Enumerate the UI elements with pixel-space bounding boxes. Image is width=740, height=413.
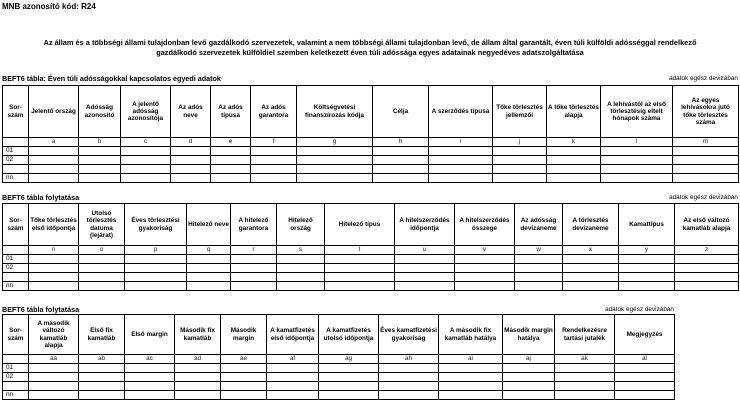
table-cell[interactable]	[395, 273, 455, 282]
table-cell[interactable]	[601, 174, 673, 183]
table-cell[interactable]	[171, 156, 211, 165]
col-header: Sor- szám	[3, 315, 29, 355]
table-cell[interactable]	[503, 382, 555, 391]
table-cell[interactable]	[515, 273, 563, 282]
table-cell[interactable]	[555, 382, 615, 391]
table-cell[interactable]	[615, 364, 675, 373]
col-header: Az adós típusa	[211, 86, 251, 138]
table-cell[interactable]	[555, 364, 615, 373]
col-letter: r	[231, 246, 277, 255]
col-letter: l	[601, 138, 673, 147]
table-cell[interactable]	[29, 364, 79, 373]
table-cell[interactable]	[125, 282, 187, 291]
table-cell[interactable]	[673, 165, 739, 174]
table-cell[interactable]	[493, 147, 547, 156]
table-cell[interactable]	[125, 273, 187, 282]
col-letter: ai	[439, 355, 503, 364]
table-cell[interactable]	[429, 174, 493, 183]
table-cell[interactable]	[297, 174, 373, 183]
table-cell[interactable]	[79, 364, 125, 373]
table-cell[interactable]	[79, 156, 121, 165]
table-cell[interactable]	[29, 264, 79, 273]
table-cell[interactable]	[29, 373, 79, 382]
data-table-1	[2, 85, 739, 183]
table-cell[interactable]	[221, 364, 267, 373]
table-cell[interactable]	[231, 255, 277, 264]
header-row	[3, 315, 675, 355]
table-cell[interactable]	[29, 174, 79, 183]
col-letter: ae	[221, 355, 267, 364]
table-cell[interactable]	[325, 273, 395, 282]
table-cell[interactable]	[29, 273, 79, 282]
table-cell[interactable]	[29, 255, 79, 264]
table-cell[interactable]	[121, 156, 171, 165]
col-header: Rendelkezésre tartási jutalék	[555, 315, 615, 355]
table-cell[interactable]	[171, 165, 211, 174]
col-letter: g	[297, 138, 373, 147]
table-cell[interactable]	[79, 373, 125, 382]
table-cell[interactable]	[319, 391, 379, 400]
table-cell[interactable]	[29, 156, 79, 165]
table-cell[interactable]	[429, 147, 493, 156]
table-cell[interactable]	[297, 156, 373, 165]
table-row	[3, 391, 675, 400]
col-header: Sor- szám	[3, 204, 29, 246]
table-cell[interactable]	[379, 382, 439, 391]
letter-row	[3, 138, 739, 147]
table-cell[interactable]	[29, 391, 79, 400]
table-cell[interactable]	[373, 174, 429, 183]
table-cell[interactable]	[675, 273, 739, 282]
page-title	[20, 38, 720, 58]
section-title: BEFT6 tábla folytatása	[2, 305, 80, 314]
unit-note: adatok egész devizában	[669, 75, 738, 82]
col-letter: j	[493, 138, 547, 147]
table-cell[interactable]	[515, 264, 563, 273]
table-cell[interactable]	[79, 165, 121, 174]
table-cell[interactable]	[379, 364, 439, 373]
table-cell[interactable]	[615, 382, 675, 391]
table-row	[3, 255, 739, 264]
table-cell[interactable]	[79, 255, 125, 264]
row-number: nn	[3, 174, 29, 183]
letter-row	[3, 355, 675, 364]
table-cell[interactable]	[515, 282, 563, 291]
table-cell[interactable]	[187, 282, 231, 291]
col-header: Az adós neve	[171, 86, 211, 138]
table-cell[interactable]	[29, 165, 79, 174]
col-letter: af	[267, 355, 319, 364]
table-cell[interactable]	[29, 382, 79, 391]
col-header: Adósság azonosító	[79, 86, 121, 138]
row-number	[3, 165, 29, 174]
col-letter: z	[675, 246, 739, 255]
col-letter: s	[277, 246, 325, 255]
unit-note: adatok egész devizában	[605, 306, 674, 313]
table-cell[interactable]	[373, 156, 429, 165]
table-row	[3, 382, 675, 391]
table-cell[interactable]	[429, 156, 493, 165]
col-header: Hitelező ország	[277, 204, 325, 246]
table-cell[interactable]	[251, 147, 297, 156]
table-cell[interactable]	[121, 165, 171, 174]
table-row	[3, 373, 675, 382]
col-header: Első fix kamatláb	[79, 315, 125, 355]
col-header: A törlesztés devizaneme	[563, 204, 619, 246]
table-cell[interactable]	[121, 174, 171, 183]
col-header: Megjegyzés	[615, 315, 675, 355]
header-row	[3, 86, 739, 138]
table-cell[interactable]	[493, 156, 547, 165]
col-header: Sor- szám	[3, 86, 29, 138]
table-cell[interactable]	[547, 174, 601, 183]
col-letter	[3, 138, 29, 147]
table-cell[interactable]	[455, 255, 515, 264]
table-cell[interactable]	[601, 165, 673, 174]
col-letter: d	[171, 138, 211, 147]
table-cell[interactable]	[319, 382, 379, 391]
form-code: MNB azonosító kód: R24	[2, 2, 96, 11]
table-cell[interactable]	[563, 282, 619, 291]
col-letter: v	[455, 246, 515, 255]
table-cell[interactable]	[615, 391, 675, 400]
col-header: Az adós garantora	[251, 86, 297, 138]
header-row	[3, 204, 739, 246]
col-letter: o	[79, 246, 125, 255]
table-cell[interactable]	[619, 255, 675, 264]
col-header: Az első változó kamatláb alapja	[675, 204, 739, 246]
letter-row	[3, 246, 739, 255]
row-number	[3, 382, 29, 391]
table-cell[interactable]	[125, 255, 187, 264]
col-header: Második margin	[221, 315, 267, 355]
table-row	[3, 364, 675, 373]
table-cell[interactable]	[395, 282, 455, 291]
table-cell[interactable]	[121, 147, 171, 156]
col-header: A második fix kamatláb hatálya	[439, 315, 503, 355]
unit-note: adatok egész devizában	[669, 194, 738, 201]
col-header: Utolsó törlesztés datuma (lejárat)	[79, 204, 125, 246]
col-header: Hitelező típus	[325, 204, 395, 246]
col-letter: w	[515, 246, 563, 255]
table-cell[interactable]	[211, 174, 251, 183]
row-number	[3, 273, 29, 282]
table-cell[interactable]	[29, 282, 79, 291]
col-header: A hitelszerződés összege	[455, 204, 515, 246]
col-letter	[3, 355, 29, 364]
table-cell[interactable]	[615, 373, 675, 382]
col-letter: aj	[503, 355, 555, 364]
table-cell[interactable]	[547, 156, 601, 165]
col-header: A hitelező garantora	[231, 204, 277, 246]
table-cell[interactable]	[379, 373, 439, 382]
table-cell[interactable]	[79, 273, 125, 282]
row-number: nn	[3, 282, 29, 291]
table-cell[interactable]	[187, 255, 231, 264]
col-header: Tőke törlesztés első időpontja	[29, 204, 79, 246]
table-cell[interactable]	[79, 174, 121, 183]
table-cell[interactable]	[547, 165, 601, 174]
col-header: Hitelező neve	[187, 204, 231, 246]
col-header: Az egyes lehívásokra jutó tőke törlesztés száma	[673, 86, 739, 138]
col-header: A lehívástól az első törlesztésig eltelt hónapok száma	[601, 86, 673, 138]
row-number: 02	[3, 156, 29, 165]
col-header: Első margin	[125, 315, 175, 355]
col-header: A hitelszerződés időpontja	[395, 204, 455, 246]
col-header: Második fix kamatláb	[175, 315, 221, 355]
table-cell[interactable]	[429, 165, 493, 174]
col-letter: ac	[125, 355, 175, 364]
table-cell[interactable]	[455, 264, 515, 273]
table-cell[interactable]	[555, 373, 615, 382]
table-cell[interactable]	[439, 382, 503, 391]
table-cell[interactable]	[619, 264, 675, 273]
table-cell[interactable]	[187, 264, 231, 273]
col-header: A kamatfizetés utolsó időpontja	[319, 315, 379, 355]
col-letter: u	[395, 246, 455, 255]
col-header: Jelentő ország	[29, 86, 79, 138]
table-cell[interactable]	[221, 373, 267, 382]
table-row	[3, 264, 739, 273]
row-number: 01	[3, 255, 29, 264]
table-cell[interactable]	[673, 147, 739, 156]
table-cell[interactable]	[563, 273, 619, 282]
table-cell[interactable]	[563, 264, 619, 273]
table-cell[interactable]	[601, 147, 673, 156]
col-header: A szerződés típusa	[429, 86, 493, 138]
table-cell[interactable]	[547, 147, 601, 156]
col-letter: m	[673, 138, 739, 147]
table-cell[interactable]	[231, 273, 277, 282]
col-header: A jelentő adósság azonosítója	[121, 86, 171, 138]
col-letter: ak	[555, 355, 615, 364]
section-title: BEFT6 tábla: Éven túli adósságokkal kapcsolatos egyedi adatok	[2, 74, 221, 83]
table-cell[interactable]	[503, 364, 555, 373]
table-cell[interactable]	[79, 264, 125, 273]
col-letter: e	[211, 138, 251, 147]
table-cell[interactable]	[277, 273, 325, 282]
col-letter: q	[187, 246, 231, 255]
table-cell[interactable]	[555, 391, 615, 400]
table-cell[interactable]	[29, 147, 79, 156]
table-cell[interactable]	[221, 382, 267, 391]
col-header: Költségvetési finanszírozás kódja	[297, 86, 373, 138]
table-cell[interactable]	[175, 382, 221, 391]
table-cell[interactable]	[79, 391, 125, 400]
table-cell[interactable]	[125, 382, 175, 391]
table-cell[interactable]	[675, 282, 739, 291]
col-header: Kamattípus	[619, 204, 675, 246]
col-header: Éves kamatfizetési gyakoriság	[379, 315, 439, 355]
section-2-header	[2, 193, 738, 203]
table-cell[interactable]	[439, 364, 503, 373]
data-table-2	[2, 203, 739, 291]
table-cell[interactable]	[175, 391, 221, 400]
table-cell[interactable]	[251, 156, 297, 165]
table-row	[3, 156, 739, 165]
table-cell[interactable]	[267, 382, 319, 391]
row-number: 01	[3, 147, 29, 156]
table-cell[interactable]	[319, 364, 379, 373]
table-cell[interactable]	[125, 364, 175, 373]
table-cell[interactable]	[277, 264, 325, 273]
title-line-1: Az állam és a többségi állami tulajdonban levő gazdálkodó szervezetek, valamint a nem többségi állami tulajdonban levő, de állam által garantált, éven túli külföldi adósséggal rendelkező	[43, 38, 697, 47]
table-cell[interactable]	[125, 391, 175, 400]
table-row	[3, 273, 739, 282]
col-letter: k	[547, 138, 601, 147]
table-cell[interactable]	[211, 156, 251, 165]
data-table-3	[2, 314, 675, 400]
table-cell[interactable]	[673, 174, 739, 183]
col-letter: p	[125, 246, 187, 255]
table-cell[interactable]	[379, 391, 439, 400]
table-cell[interactable]	[395, 264, 455, 273]
col-header: Tőke törlesztés jellemzői	[493, 86, 547, 138]
table-cell[interactable]	[277, 282, 325, 291]
row-number: 01	[3, 364, 29, 373]
section-title: BEFT6 tábla folytatása	[2, 193, 80, 202]
col-letter: ag	[319, 355, 379, 364]
table-cell[interactable]	[619, 273, 675, 282]
col-letter: y	[619, 246, 675, 255]
table-cell[interactable]	[455, 273, 515, 282]
col-letter: b	[79, 138, 121, 147]
table-cell[interactable]	[175, 364, 221, 373]
table-cell[interactable]	[231, 264, 277, 273]
table-cell[interactable]	[267, 391, 319, 400]
table-cell[interactable]	[79, 147, 121, 156]
table-cell[interactable]	[503, 391, 555, 400]
table-cell[interactable]	[395, 255, 455, 264]
table-cell[interactable]	[277, 255, 325, 264]
table-cell[interactable]	[325, 264, 395, 273]
table-cell[interactable]	[675, 255, 739, 264]
col-header: Második margin hatálya	[503, 315, 555, 355]
table-cell[interactable]	[455, 282, 515, 291]
table-cell[interactable]	[79, 382, 125, 391]
col-letter: al	[615, 355, 675, 364]
col-header: A tőke törlesztés alapja	[547, 86, 601, 138]
table-cell[interactable]	[439, 391, 503, 400]
table-cell[interactable]	[211, 147, 251, 156]
table-cell[interactable]	[673, 156, 739, 165]
table-cell[interactable]	[171, 147, 211, 156]
table-row	[3, 282, 739, 291]
table-cell[interactable]	[187, 273, 231, 282]
title-line-2: gazdálkodó szervezetek külföldiel szemben keletkezett éven túli adóssága egyes adatainak negyedéves adatszolgáltatása	[156, 48, 584, 57]
table-cell[interactable]	[503, 373, 555, 382]
col-letter: h	[373, 138, 429, 147]
row-number: 02	[3, 373, 29, 382]
col-letter: x	[563, 246, 619, 255]
table-cell[interactable]	[251, 174, 297, 183]
table-row	[3, 147, 739, 156]
col-letter: a	[29, 138, 79, 147]
table-row	[3, 165, 739, 174]
col-letter: ab	[79, 355, 125, 364]
col-header: A kamatfizetés első időpontja	[267, 315, 319, 355]
col-letter: n	[29, 246, 79, 255]
table-cell[interactable]	[601, 156, 673, 165]
table-cell[interactable]	[251, 165, 297, 174]
col-header: Célja	[373, 86, 429, 138]
table-cell[interactable]	[563, 255, 619, 264]
table-row	[3, 174, 739, 183]
col-header: A második változó kamatláb alapja	[29, 315, 79, 355]
row-number: 02	[3, 264, 29, 273]
section-1-header	[2, 74, 738, 84]
table-cell[interactable]	[493, 165, 547, 174]
table-cell[interactable]	[79, 282, 125, 291]
col-letter: ad	[175, 355, 221, 364]
table-cell[interactable]	[125, 264, 187, 273]
table-cell[interactable]	[619, 282, 675, 291]
table-cell[interactable]	[675, 264, 739, 273]
table-cell[interactable]	[373, 165, 429, 174]
row-number: nn	[3, 391, 29, 400]
col-letter: c	[121, 138, 171, 147]
table-cell[interactable]	[211, 165, 251, 174]
table-cell[interactable]	[267, 373, 319, 382]
table-cell[interactable]	[439, 373, 503, 382]
table-cell[interactable]	[171, 174, 211, 183]
table-cell[interactable]	[493, 174, 547, 183]
col-header: Az adósság devizaneme	[515, 204, 563, 246]
col-letter: f	[251, 138, 297, 147]
table-cell[interactable]	[373, 147, 429, 156]
table-cell[interactable]	[297, 147, 373, 156]
table-cell[interactable]	[267, 364, 319, 373]
table-cell[interactable]	[231, 282, 277, 291]
table-cell[interactable]	[325, 282, 395, 291]
table-cell[interactable]	[125, 373, 175, 382]
col-letter: aa	[29, 355, 79, 364]
table-cell[interactable]	[515, 255, 563, 264]
col-letter: i	[429, 138, 493, 147]
col-letter: ah	[379, 355, 439, 364]
table-cell[interactable]	[325, 255, 395, 264]
col-letter	[3, 246, 29, 255]
table-cell[interactable]	[297, 165, 373, 174]
table-cell[interactable]	[175, 373, 221, 382]
col-header: Éves törlesztési gyakoriság	[125, 204, 187, 246]
table-cell[interactable]	[319, 373, 379, 382]
col-letter: t	[325, 246, 395, 255]
table-cell[interactable]	[221, 391, 267, 400]
